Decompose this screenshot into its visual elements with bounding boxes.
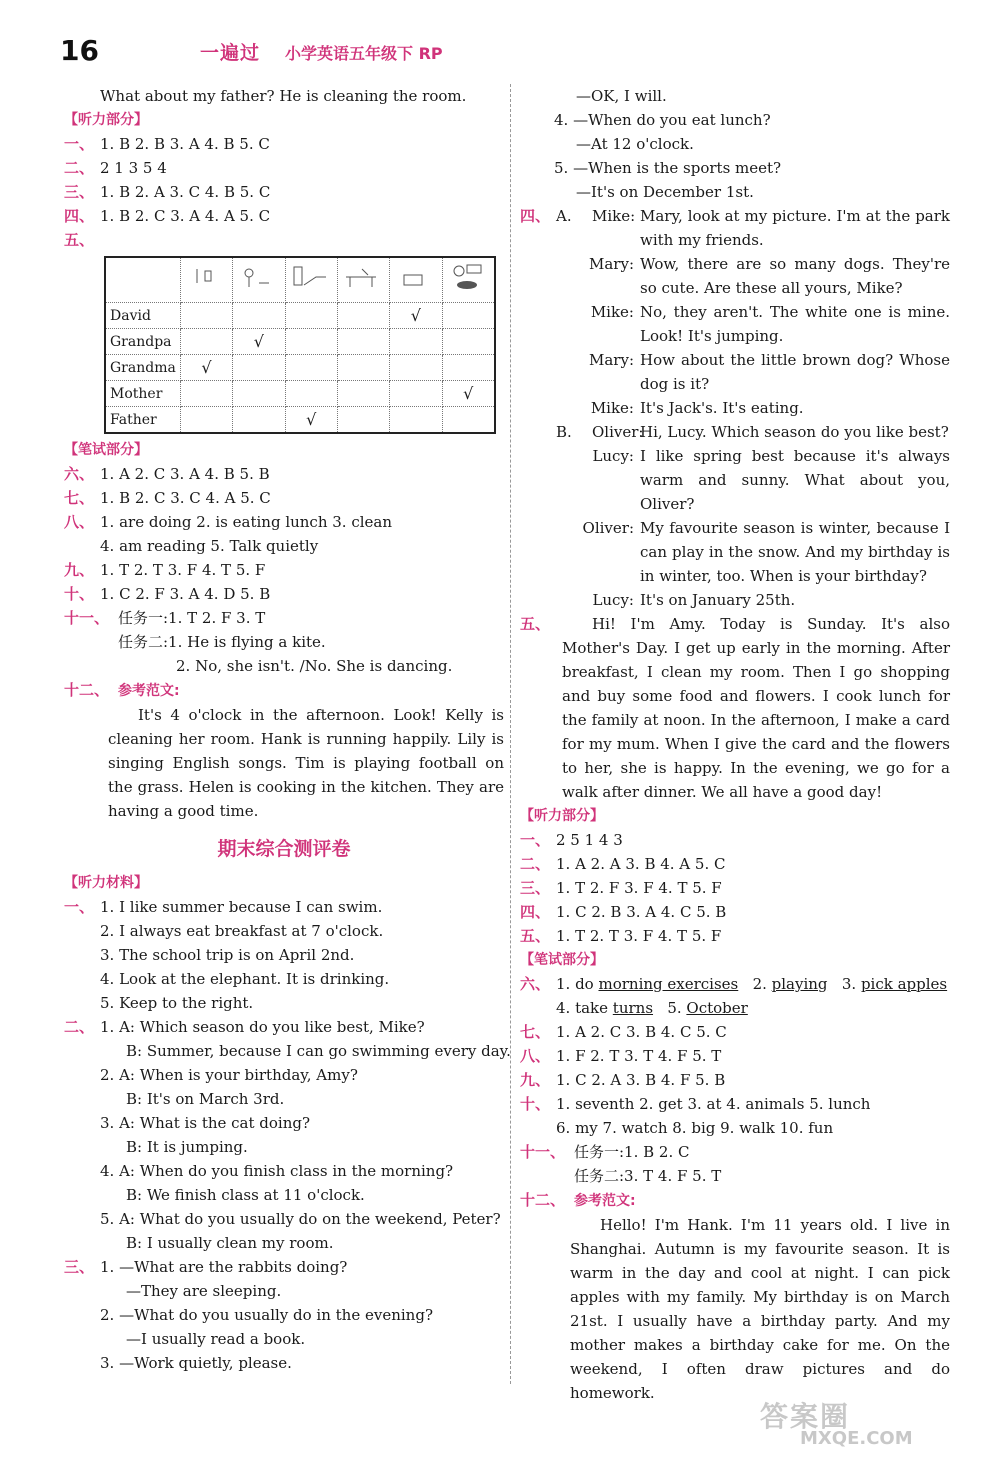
passage-block <box>520 612 950 804</box>
script-line: 2. —What do you usually do in the evening? <box>100 1306 433 1324</box>
answer-line <box>520 924 950 948</box>
item-number: 十、 <box>520 1095 551 1113</box>
answer-line <box>64 1015 504 1039</box>
part-label: B. <box>556 423 572 441</box>
item-number: 四、 <box>520 207 551 225</box>
script-line: —At 12 o'clock. <box>576 135 694 153</box>
book-icon <box>390 257 442 303</box>
answer-text: 1. C 2. B 3. A 4. C 5. B <box>556 903 727 921</box>
answer-line <box>64 895 504 919</box>
answer-text: 1. B 2. A 3. C 4. B 5. C <box>100 183 271 201</box>
kitchen-icon <box>442 257 495 303</box>
book-subtitle: 小学英语五年级下 RP <box>285 44 443 63</box>
answer-line <box>520 1092 950 1116</box>
check-mark: √ <box>442 381 495 407</box>
script-line: 3. A: What is the cat doing? <box>100 1114 311 1132</box>
item-number: 二、 <box>64 1018 95 1036</box>
script-line: 1. I like summer because I can swim. <box>100 898 383 916</box>
model-essay-label: 参考范文: <box>574 1193 636 1209</box>
speaker: Lucy: <box>592 447 634 465</box>
speaker: Oliver: <box>582 519 634 537</box>
item-number: 八、 <box>64 513 95 531</box>
underlined-answer: playing <box>771 975 828 993</box>
script-line: B: Summer, because I can go swimming every day. <box>126 1042 511 1060</box>
script-line: 2. A: When is your birthday, Amy? <box>100 1066 358 1084</box>
answer-text: 4. take <box>556 999 613 1017</box>
answer-text: 2. <box>738 975 772 993</box>
model-essay-label: 参考范文: <box>118 683 180 699</box>
row-name: David <box>105 303 180 329</box>
answer-text: 1. C 2. F 3. A 4. D 5. B <box>100 585 271 603</box>
answer-text: 3. <box>827 975 861 993</box>
item-number: 十一、 <box>64 609 110 627</box>
answer-text: 1. A 2. A 3. B 4. A 5. C <box>556 855 726 873</box>
answer-line <box>520 1188 950 1213</box>
dialogue-line <box>520 444 950 516</box>
answer-line <box>64 1255 504 1279</box>
watermark-url: MXQE.COM <box>800 1428 913 1449</box>
answer-text: 1. do <box>556 975 599 993</box>
script-line: 4. A: When do you finish class in the morning? <box>100 1162 454 1180</box>
right-column <box>520 84 950 1405</box>
item-number: 五、 <box>64 231 95 249</box>
answer-line <box>64 204 504 228</box>
script-line: 1. A: Which season do you like best, Mike? <box>100 1018 425 1036</box>
script-line: 2. I always eat breakfast at 7 o'clock. <box>100 922 384 940</box>
item-number: 八、 <box>520 1047 551 1065</box>
speech: It's Jack's. It's eating. <box>640 399 804 417</box>
answer-text: 任务二:1. He is flying a kite. <box>118 633 326 651</box>
answer-line <box>64 462 504 486</box>
row-name: Grandma <box>105 355 180 381</box>
answer-line <box>64 678 504 703</box>
script-line: 1. —What are the rabbits doing? <box>100 1258 348 1276</box>
check-mark: √ <box>180 355 232 381</box>
answer-text: 任务一:1. B 2. C <box>574 1143 690 1161</box>
item-number: 七、 <box>520 1023 551 1041</box>
answer-line <box>64 228 504 252</box>
section-tag: 【听力材料】 <box>64 875 148 891</box>
passage: Hi! I'm Amy. Today is Sunday. It's also Mother's Day. I get up early in the morning. After breakfast, I clean my room. Then I go shopping and buy some food and flowers. I cook lunch for the family at noon. In the afternoon, I make a card for my mum. When I give the card and the flowers to her, she is happy. In the evening, we go for a walk after dinner. We all have a good day! <box>562 615 950 801</box>
dialogue-line <box>520 348 950 396</box>
script-line: 4. Look at the elephant. It is drinking. <box>100 970 390 988</box>
row-name: Father <box>105 407 180 434</box>
answer-line <box>64 180 504 204</box>
answer-line <box>520 852 950 876</box>
script-line: —OK, I will. <box>576 87 667 105</box>
speaker: Mike: <box>592 207 636 225</box>
item-number: 二、 <box>520 855 551 873</box>
answer-line <box>520 828 950 852</box>
section-tag: 【听力部分】 <box>64 112 148 128</box>
answer-line <box>520 972 950 996</box>
answer-line <box>520 996 950 1020</box>
underlined-answer: morning exercises <box>598 975 739 993</box>
answer-line <box>64 510 504 534</box>
answer-line <box>520 1140 950 1164</box>
cooking-icon <box>285 257 337 303</box>
answer-text: 4. am reading 5. Talk quietly <box>100 537 319 555</box>
speaker: Mary: <box>589 351 634 369</box>
speaker: Mike: <box>590 303 634 321</box>
part-label: A. <box>556 207 572 225</box>
item-number: 七、 <box>64 489 95 507</box>
check-mark: √ <box>390 303 442 329</box>
dialogue-line <box>520 588 950 612</box>
answer-line <box>64 606 504 630</box>
speaker: Oliver: <box>592 423 644 441</box>
script-line: 5. Keep to the right. <box>100 994 254 1012</box>
item-number: 五、 <box>520 615 551 633</box>
section-title: 期末综合测评卷 <box>217 838 351 860</box>
item-number: 十二、 <box>520 1191 566 1209</box>
speech: How about the little brown dog? Whose dog is it? <box>640 351 950 393</box>
script-line: —It's on December 1st. <box>576 183 754 201</box>
item-number: 九、 <box>520 1071 551 1089</box>
item-number: 一、 <box>520 831 551 849</box>
item-number: 一、 <box>64 135 95 153</box>
script-line: 5. A: What do you usually do on the weekend, Peter? <box>100 1210 501 1228</box>
script-line: 3. The school trip is on April 2nd. <box>100 946 355 964</box>
answer-line <box>64 558 504 582</box>
script-line: B: It's on March 3rd. <box>126 1090 285 1108</box>
item-number: 十、 <box>64 585 95 603</box>
brand-logo: 一遍过 <box>200 42 261 64</box>
underlined-answer: turns <box>612 999 654 1017</box>
script-line: B: We finish class at 11 o'clock. <box>126 1186 365 1204</box>
answer-line <box>64 156 504 180</box>
item-number: 五、 <box>520 927 551 945</box>
section-tag: 【听力部分】 <box>520 808 604 824</box>
flower-icon <box>233 257 285 303</box>
answer-text: 1. B 2. B 3. A 4. B 5. C <box>100 135 270 153</box>
speech: No, they aren't. The white one is mine. Look! It's jumping. <box>640 303 950 345</box>
dialogue-line <box>520 300 950 348</box>
item-number: 九、 <box>64 561 95 579</box>
answer-text: 1. A 2. C 3. A 4. B 5. B <box>100 465 270 483</box>
answer-text: 2 5 1 4 3 <box>556 831 623 849</box>
model-essay: It's 4 o'clock in the afternoon. Look! Kelly is cleaning her room. Hank is running happily. Lily is singing English songs. Tim is playing football on the grass. Helen is cooking in the kitchen. They are having a good time. <box>108 706 504 820</box>
model-essay: Hello! I'm Hank. I'm 11 years old. I live in Shanghai. Autumn is my favourite season. It is warm in the day and cool at night. I can pick apples with my family. My birthday is on March 21st. I usually have a birthday party. And my mother makes a birthday cake for me. On the weekend, I often draw pictures and do homework. <box>570 1216 950 1402</box>
answer-line <box>64 486 504 510</box>
answer-text: 2 1 3 5 4 <box>100 159 167 177</box>
table-icon <box>337 257 389 303</box>
check-mark: √ <box>233 329 285 355</box>
answer-text: 1. B 2. C 3. A 4. A 5. C <box>100 207 271 225</box>
answer-text: 任务一:1. T 2. F 3. T <box>118 609 266 627</box>
page-header <box>60 34 500 74</box>
speaker: Mary: <box>589 255 634 273</box>
script-line: 3. —Work quietly, please. <box>100 1354 292 1372</box>
answer-line <box>520 900 950 924</box>
dialogue-line <box>520 396 950 420</box>
item-number: 二、 <box>64 159 95 177</box>
answer-text: 1. F 2. T 3. T 4. F 5. T <box>556 1047 722 1065</box>
answer-text: 6. my 7. watch 8. big 9. walk 10. fun <box>556 1119 834 1137</box>
answer-text: 1. seventh 2. get 3. at 4. animals 5. lunch <box>556 1095 871 1113</box>
item-number: 十一、 <box>520 1143 566 1161</box>
answer-text: 2. No, she isn't. /No. She is dancing. <box>176 657 453 675</box>
speech: Wow, there are so many dogs. They're so cute. Are these all yours, Mike? <box>640 255 950 297</box>
dialogue-line <box>520 252 950 300</box>
item-number: 四、 <box>64 207 95 225</box>
answer-text: 1. are doing 2. is eating lunch 3. clean <box>100 513 393 531</box>
speech: It's on January 25th. <box>640 591 796 609</box>
answer-text: 1. T 2. T 3. F 4. T 5. F <box>100 561 266 579</box>
answer-line <box>520 1068 950 1092</box>
column-divider <box>510 84 511 1384</box>
dialogue-line <box>520 516 950 588</box>
answer-line <box>64 582 504 606</box>
answer-line <box>520 1044 950 1068</box>
section-tag: 【笔试部分】 <box>520 952 604 968</box>
drawing-icon <box>180 257 232 303</box>
script-line: B: It is jumping. <box>126 1138 248 1156</box>
answer-text: 5. <box>653 999 687 1017</box>
item-number: 四、 <box>520 903 551 921</box>
answer-text: 任务二:3. T 4. F 5. T <box>574 1167 722 1185</box>
script-line: 4. —When do you eat lunch? <box>554 111 771 129</box>
answer-text: 1. C 2. A 3. B 4. F 5. B <box>556 1071 726 1089</box>
section-tag: 【笔试部分】 <box>64 442 148 458</box>
item-number: 六、 <box>64 465 95 483</box>
script-line: 5. —When is the sports meet? <box>554 159 782 177</box>
speech: I like spring best because it's always warm and sunny. What about you, Oliver? <box>640 447 950 513</box>
row-name: Mother <box>105 381 180 407</box>
left-column <box>64 84 511 1375</box>
speaker: Lucy: <box>592 591 634 609</box>
speech: My favourite season is winter, because I can play in the snow. And my birthday is in winter, too. When is your birthday? <box>640 519 950 585</box>
underlined-answer: October <box>686 999 748 1017</box>
answer-table <box>104 256 496 434</box>
text-line: What about my father? He is cleaning the room. <box>100 87 467 105</box>
answer-line <box>520 876 950 900</box>
answer-text: 1. A 2. C 3. B 4. C 5. C <box>556 1023 727 1041</box>
item-number: 三、 <box>64 1258 95 1276</box>
check-mark: √ <box>285 407 337 434</box>
answer-line <box>520 1020 950 1044</box>
item-number: 三、 <box>520 879 551 897</box>
answer-text: 1. B 2. C 3. C 4. A 5. C <box>100 489 271 507</box>
speech: Mary, look at my picture. I'm at the park with my friends. <box>640 207 950 249</box>
item-number: 三、 <box>64 183 95 201</box>
answer-text: 1. T 2. T 3. F 4. T 5. F <box>556 927 722 945</box>
speech: Hi, Lucy. Which season do you like best? <box>640 423 949 441</box>
answer-text: 1. T 2. F 3. F 4. T 5. F <box>556 879 722 897</box>
answer-line <box>64 132 504 156</box>
dialogue-line <box>520 204 950 252</box>
underlined-answer: pick apples <box>860 975 948 993</box>
speaker: Mike: <box>590 399 634 417</box>
page-number: 16 <box>60 34 99 67</box>
row-name: Grandpa <box>105 329 180 355</box>
dialogue-line <box>520 420 950 444</box>
item-number: 六、 <box>520 975 551 993</box>
script-line: —They are sleeping. <box>126 1282 282 1300</box>
script-line: B: I usually clean my room. <box>126 1234 334 1252</box>
watermark-logo: 答案圈 <box>760 1400 851 1433</box>
item-number: 十二、 <box>64 681 110 699</box>
script-line: —I usually read a book. <box>126 1330 306 1348</box>
item-number: 一、 <box>64 898 95 916</box>
